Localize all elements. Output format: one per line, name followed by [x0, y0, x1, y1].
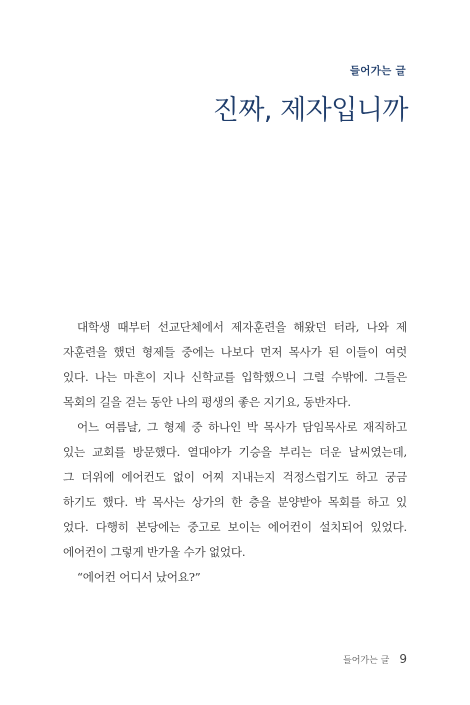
paragraph-line: “에어컨 어디서 났어요?” — [77, 570, 201, 584]
page-footer — [343, 652, 407, 666]
running-title: 들어가는 글 — [343, 656, 390, 666]
chapter-title: 진짜, 제자입니까 — [212, 95, 408, 126]
body-text — [63, 315, 407, 590]
paragraph-line: 하기도 했다. 박 목사는 상가의 한 층을 분양받아 목회를 하고 있 — [63, 495, 407, 509]
paragraph-line: 있는 교회를 방문했다. 열대야가 기승을 부리는 더운 날씨였는데, — [63, 445, 407, 459]
page-number: 9 — [399, 652, 407, 666]
paragraph-line: 있다. 나는 마흔이 지나 신학교를 입학했으니 그럴 수밖에. 그들은 — [63, 370, 407, 384]
paragraph-line: 에어컨이 그렇게 반가울 수가 없었다. — [63, 545, 246, 559]
paragraph-line: 어느 여름날, 그 형제 중 하나인 박 목사가 담임목사로 재직하고 — [77, 420, 407, 434]
paragraph-line: 목회의 길을 걷는 동안 나의 평생의 좋은 지기요, 동반자다. — [63, 395, 351, 409]
section-label: 들어가는 글 — [349, 65, 406, 77]
paragraph-line: 자훈련을 했던 형제들 중에는 나보다 먼저 목사가 된 이들이 여럿 — [63, 345, 407, 359]
paragraph-line: 대학생 때부터 선교단체에서 제자훈련을 해왔던 터라, 나와 제 — [77, 320, 407, 334]
paragraph-line: 그 더위에 에어컨도 없이 어찌 지내는지 걱정스럽기도 하고 궁금 — [63, 470, 407, 484]
paragraph-line: 었다. 다행히 본당에는 중고로 보이는 에어컨이 설치되어 있었다. — [63, 520, 407, 534]
